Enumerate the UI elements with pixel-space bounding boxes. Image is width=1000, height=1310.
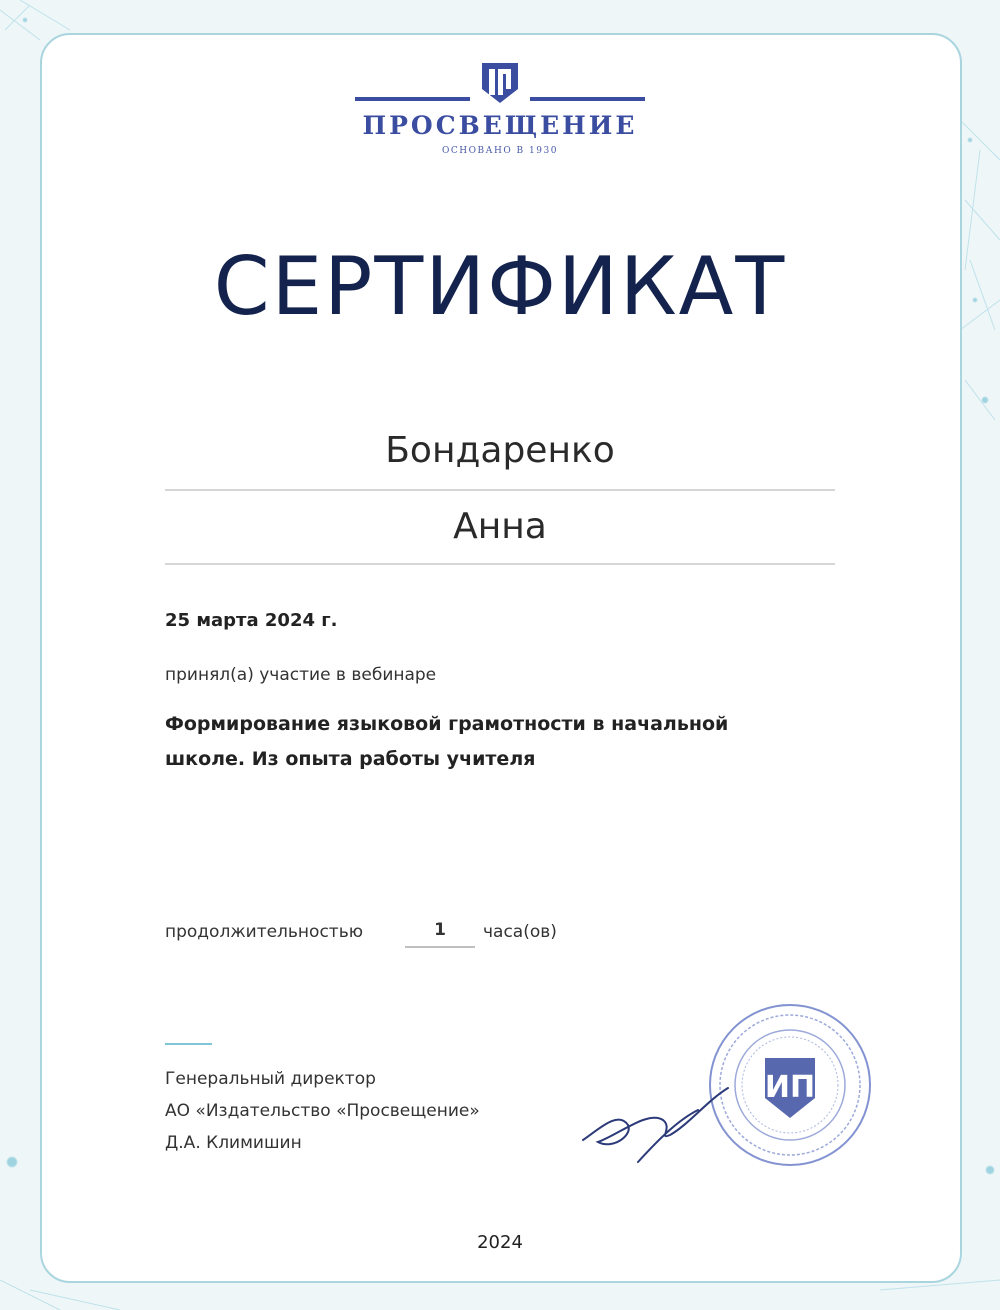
webinar-title [165, 707, 835, 777]
signature-accent-rule [165, 1043, 212, 1045]
certificate-title: СЕРТИФИКАТ [213, 240, 787, 333]
publisher-name: ПРОСВЕЩЕНИЕ [362, 111, 638, 140]
recipient-surname: Бондаренко [385, 430, 615, 471]
signatory-name: Д.А. Климишин [165, 1133, 302, 1153]
logo-line-right [530, 97, 645, 101]
participation-text: принял(а) участие в вебинаре [165, 665, 437, 685]
duration-hours: 1 [405, 920, 475, 948]
webinar-title-line-2: школе. Из опыта работы учителя [165, 748, 536, 770]
given-name-underline [165, 563, 835, 565]
event-date: 25 марта 2024 г. [165, 610, 338, 631]
seal-emblem-text: ИП [764, 1070, 816, 1105]
signatory-organization: АО «Издательство «Просвещение» [165, 1101, 480, 1121]
surname-underline [165, 489, 835, 491]
signatory-position: Генеральный директор [165, 1069, 376, 1089]
handwritten-signature [578, 1080, 738, 1170]
signatory-block [165, 1063, 480, 1159]
duration-suffix: часа(ов) [483, 922, 557, 942]
publisher-founded: ОСНОВАНО В 1930 [442, 146, 558, 156]
webinar-title-line-1: Формирование языковой грамотности в начальной [165, 713, 729, 735]
recipient-given-name: Анна [453, 506, 547, 547]
publisher-logo [0, 55, 1000, 156]
certificate-year: 2024 [477, 1232, 523, 1253]
logo-line-left [355, 97, 470, 101]
duration-prefix: продолжительностью [165, 922, 364, 942]
publisher-emblem-icon [480, 59, 520, 105]
